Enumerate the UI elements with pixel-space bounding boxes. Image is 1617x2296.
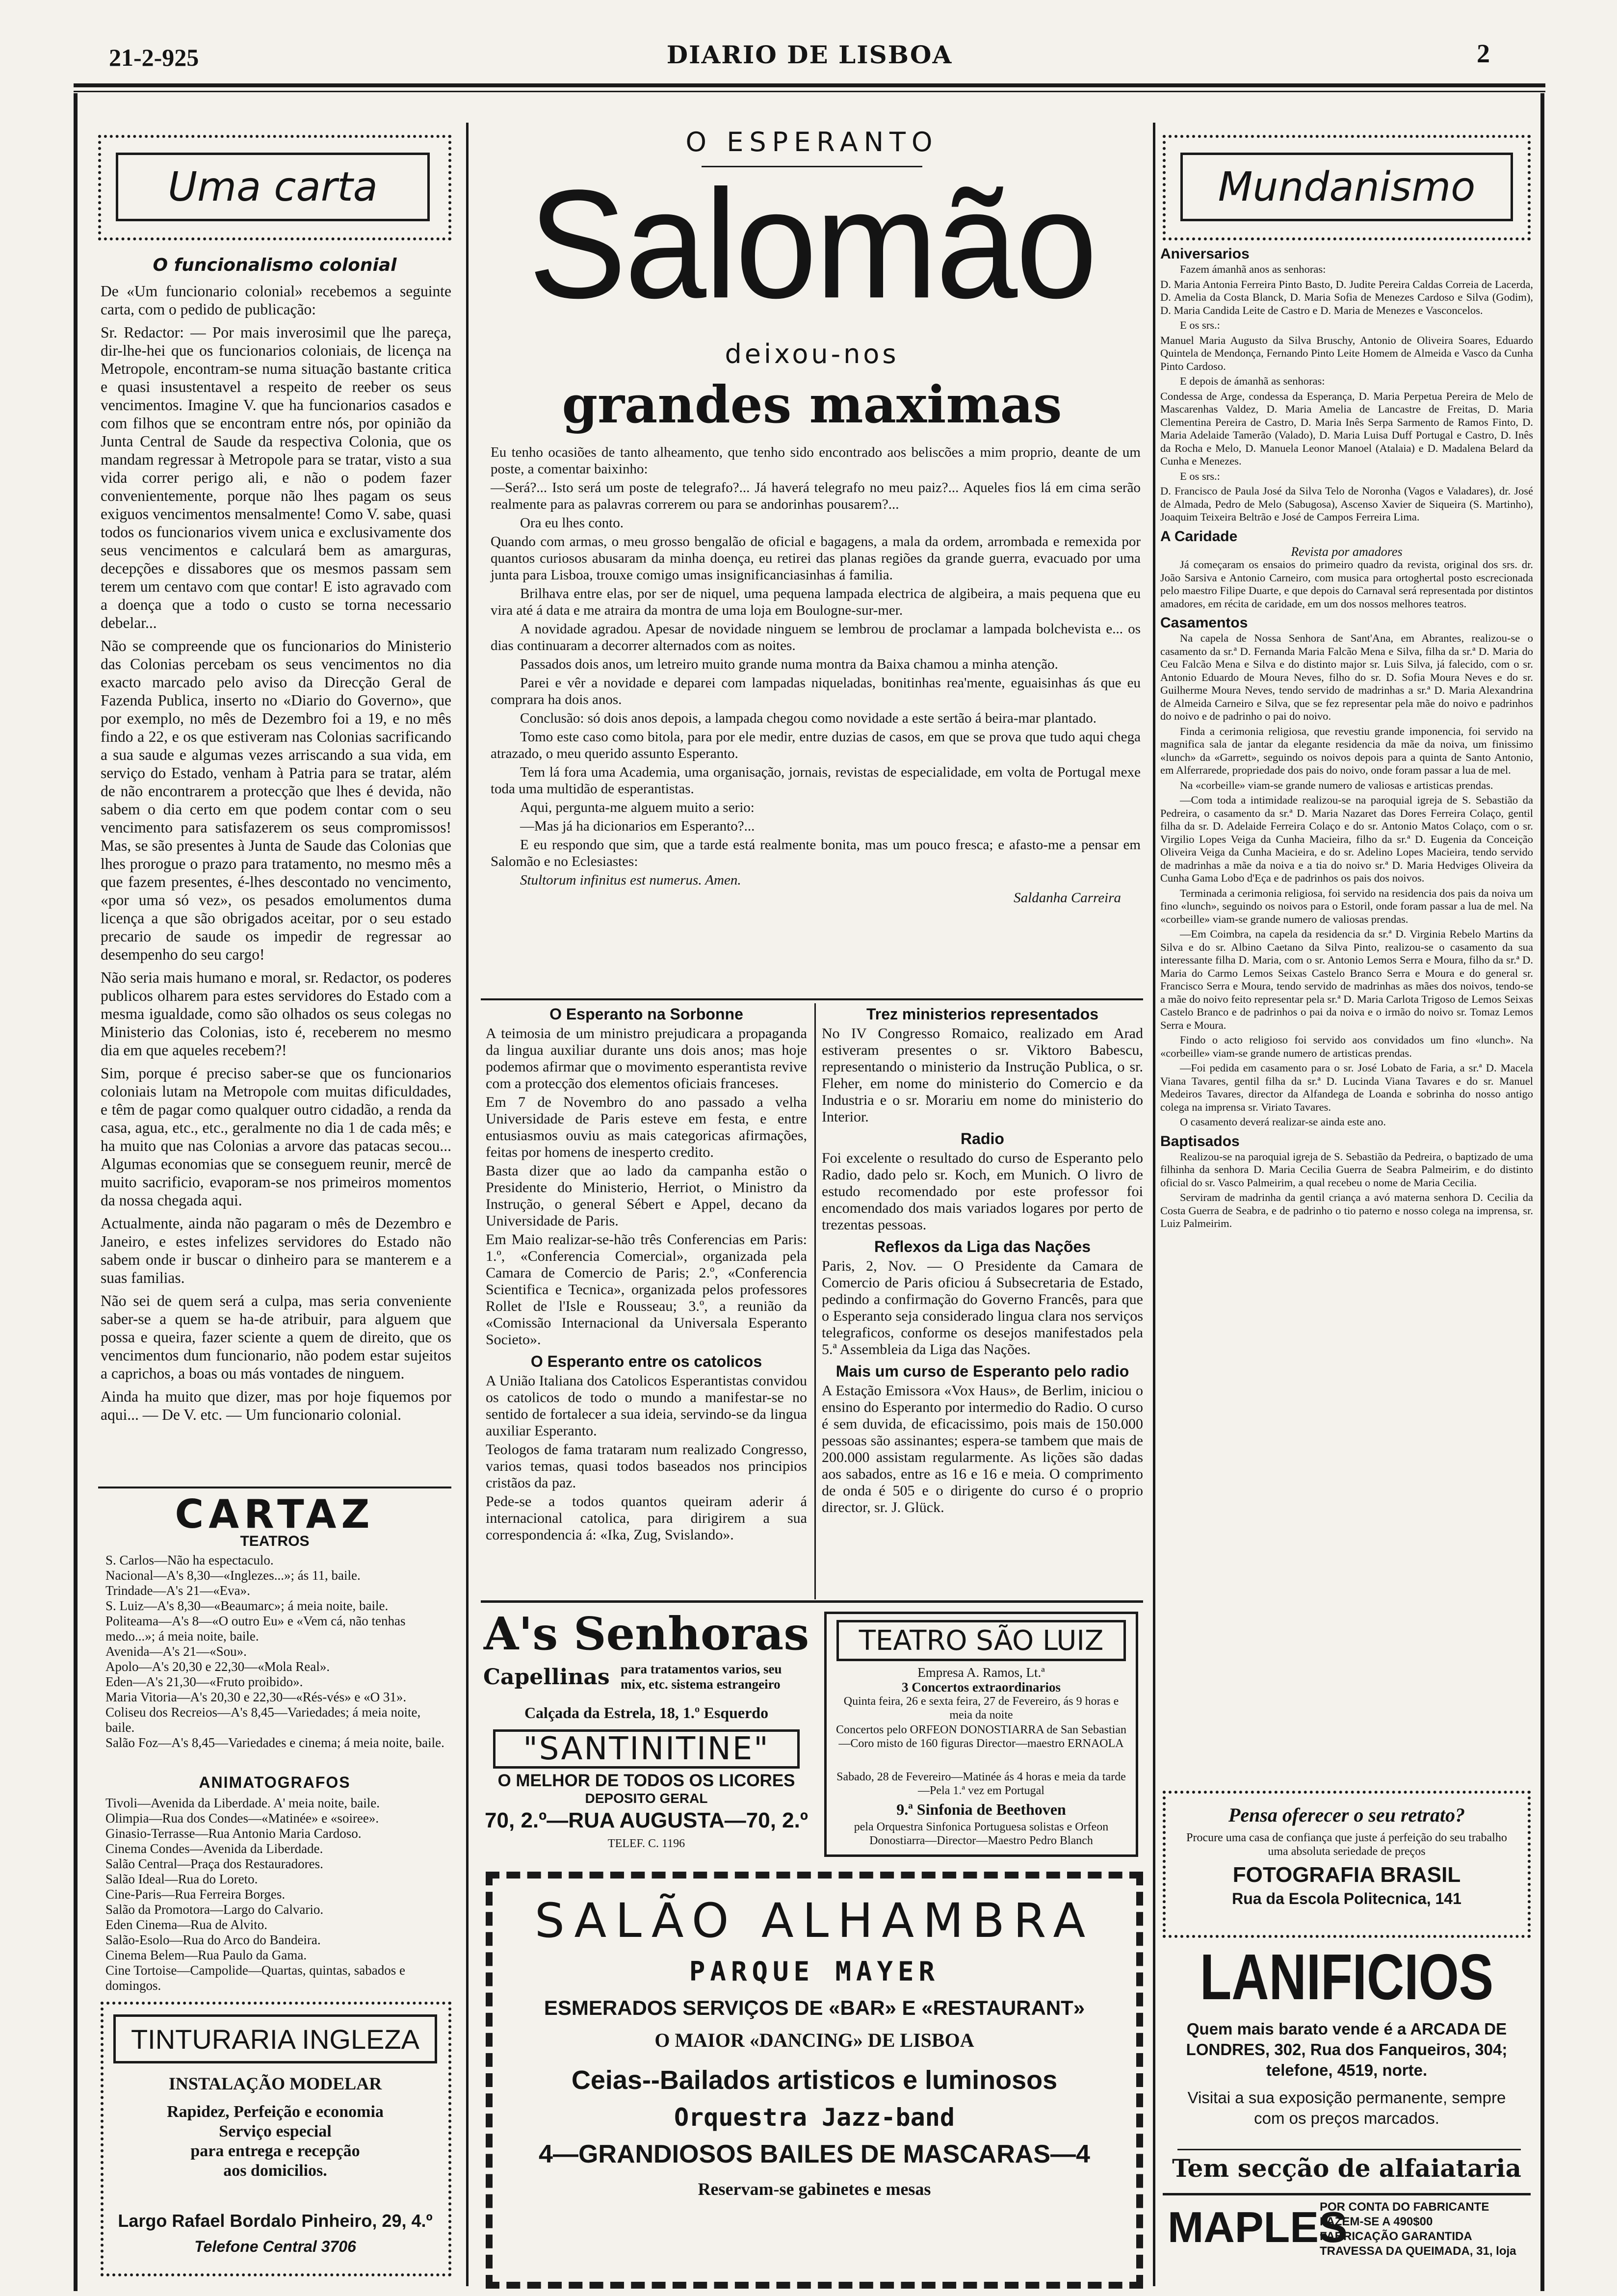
aniversarios-para: E os srs.: bbox=[1180, 319, 1220, 331]
page-number: 2 bbox=[1477, 39, 1490, 68]
fotografia-name: FOTOGRAFIA BRASIL bbox=[1232, 1863, 1461, 1887]
baptisados-para: Serviram de madrinha da gentil criança a avó materna senhora D. Cecilia da Costa Guerra de Seabra, e de padrinho o tio paterno e nosso colega na imprensa, sr. Luiz Palmeirim. bbox=[1160, 1191, 1533, 1229]
alhambra-line5: 4—GRANDIOSOS BAILES DE MASCARAS—4 bbox=[539, 2140, 1090, 2168]
radio-para: Foi excelente o resultado do curso de Esperanto pelo Radio, dado pelo sr. Koch, em Munich. O livro de estudo recomendado por este professor foi encomendado dos mais variados logares por perto de trezentas pessoas. bbox=[822, 1150, 1143, 1233]
baptisados-title: Baptisados bbox=[1160, 1133, 1240, 1149]
body-para: —Mas já ha dicionarios em Esperanto?... bbox=[520, 818, 755, 834]
teatros-heading: TEATROS bbox=[240, 1533, 310, 1549]
curso-title: Mais um curso de Esperanto pelo radio bbox=[835, 1362, 1129, 1380]
fotografia-address: Rua da Escola Politecnica, 141 bbox=[1232, 1890, 1461, 1907]
fotografia-text: Procure uma casa de confiança que juste á perfeição do seu trabalho uma absoluta seriedade de preços bbox=[1186, 1831, 1507, 1858]
tinturaria-line: para entrega e recepção bbox=[190, 2142, 360, 2160]
casamentos-para: —Em Coimbra, na capela da residencia da sr.ª D. Virginia Rebelo Martins da Silva e do sr. Albino Caetano da Silva Pinto, realizou-se o casamento da sua interessante filha D. Maria, com o sr. Antonio Lemos Serra e Moura, filho da sr.ª D. Maria do Carmo Lemos Seixas Castelo Branco Serra e Moura e do general sr. Francisco Serra e Moura, tendo servido de madrinhas as mães dos noivos, tendo-se a mãe do noivo feito representar pela sr.ª D. Maria Carlota Trigoso de Lemos Seixas Castelo Branco e de padrinhos o pai da noiva e o irmão do noivo sr. Tomaz Lemos Serra e Moura. bbox=[1160, 928, 1533, 1031]
senhoras-text: para tratamentos varios, seu mix, etc. sistema estrangeiro bbox=[621, 1662, 782, 1692]
teatro-concertos: 3 Concertos extraordinarios bbox=[902, 1680, 1061, 1695]
letter-para: Não sei de quem será a culpa, mas seria conveniente saber-se a quem se ha-de atribuir, para alguem que possa e queira, fazer sciente a quem de direito, que os vencimentos dum funcionario, não podem estar sujeitos a caprichos, a boas ou más vontades de ninguem. bbox=[101, 1292, 451, 1382]
mundanismo-title: Mundanismo bbox=[1218, 163, 1476, 210]
uma-carta-inner bbox=[116, 153, 430, 221]
tinturaria-line: Rapidez, Perfeição e economia bbox=[167, 2103, 384, 2121]
left-subtitle: O funcionalismo colonial bbox=[153, 255, 397, 275]
tinturaria-ad bbox=[101, 2002, 451, 2276]
alhambra-line6: Reservam-se gabinetes e mesas bbox=[698, 2179, 931, 2199]
kicker: O ESPERANTO bbox=[685, 127, 939, 157]
teatro-title: TEATRO SÃO LUIZ bbox=[859, 1624, 1104, 1657]
casamentos-para: O casamento deverá realizar-se ainda este ano. bbox=[1180, 1116, 1386, 1128]
latin-quote: Stultorum infinitus est numerus. Amen. bbox=[520, 872, 741, 888]
caridade-title: A Caridade bbox=[1160, 528, 1238, 545]
signature: Saldanha Carreira bbox=[1014, 890, 1121, 906]
sorbonne-para: Basta dizer que ao lado da campanha estão o Presidente do Ministerio, Herriot, o Ministro da Instrução, o general Sébert e Appel, decano da Universidade de Paris. bbox=[486, 1163, 807, 1229]
list-item: Olimpia—Rua dos Condes—«Matinée» e «soiree». bbox=[105, 1811, 379, 1826]
aniversarios-para: E depois de ámanhã as senhoras: bbox=[1180, 375, 1325, 387]
body-para: Tomo este caso como bitola, para por ele medir, entre duzias de casos, em que se prova que tudo aqui chega atrazado, o meu querido assunto Esperanto. bbox=[491, 729, 1141, 761]
senhoras-ad bbox=[483, 1607, 809, 1793]
radio-title: Radio bbox=[961, 1130, 1004, 1148]
center-right-column bbox=[822, 1006, 1143, 1599]
maples-line1: POR CONTA DO FABRICANTE bbox=[1320, 2200, 1489, 2214]
mundanismo-inner bbox=[1180, 153, 1513, 221]
alhambra-line1: ESMERADOS SERVIÇOS DE «BAR» E «RESTAURANT» bbox=[544, 1996, 1085, 2019]
santinitine-line2: DEPOSITO GERAL bbox=[585, 1791, 708, 1806]
tinturaria-line: Serviço especial bbox=[219, 2122, 332, 2140]
catolicos-para: A União Italiana dos Catolicos Esperantistas convidou os catolicos de todo o mundo a manifestar-se no sentido de fortalecer a sua ideia, servindo-se da lingua auxiliar Esperanto. bbox=[486, 1373, 807, 1439]
body-para: Aqui, pergunta-me alguem muito a serio: bbox=[520, 800, 755, 815]
aniversarios-para: E os srs.: bbox=[1180, 470, 1220, 482]
center-left-column bbox=[486, 1006, 807, 1599]
santinitine-name: "SANTINITINE" bbox=[523, 1731, 770, 1767]
tinturaria-name-box bbox=[113, 2014, 437, 2063]
letter-body bbox=[101, 282, 451, 1484]
list-item: S. Luiz—A's 8,30—«Beaumarc»; á meia noite, baile. bbox=[105, 1598, 389, 1613]
body-para: —Será?... Isto será um poste de telegrafo?... Já haverá telegrafo no meu paiz?... Aqueles fios lá em cima serão realmente para as palavras correrem ou para se andorinhas pousarem?... bbox=[491, 480, 1141, 512]
fotografia-headline: Pensa oferecer o seu retrato? bbox=[1228, 1804, 1465, 1826]
mundanismo-body bbox=[1160, 245, 1533, 1786]
body-para: Parei e vêr a novidade e deparei com lampadas niqueladas, bonitinhas rea'mente, eguaisinhas ás que eu comprara ha dois anos. bbox=[491, 675, 1141, 707]
sorbonne-para: A teimosia de um ministro prejudicara a propaganda da lingua auxiliar durante uns dois anos; mas hoje podemos afirmar que o movimento esperantista revive com a protecção dos elementos oficiais franceses. bbox=[486, 1025, 807, 1092]
esperanto-body bbox=[491, 444, 1141, 993]
fotografia-ad bbox=[1163, 1791, 1531, 1938]
santinitine-box bbox=[493, 1729, 800, 1769]
list-item: Eden—A's 21,30—«Fruto proibido». bbox=[105, 1674, 303, 1689]
column-rule-1 bbox=[466, 123, 469, 2286]
aniversarios-para: Condessa de Arge, condessa da Esperança, D. Maria Perpetua Pereira de Melo de Mascarenhas Valdez, D. Maria Amelia de Lancastre de Freitas, D. Maria Clementina Pereira de Castro, D. Maria Inês Serpa Sarmento de Ramos Finto, D. Maria Adelaide Tamerão (Valado), D. Maria Luisa Duff Portugal e Castro, D. Inês da Rocha e Melo, D. Manuela Leonor Manoel (Atalaia) e D. Madalena Belard da Cunha e Menezes. bbox=[1160, 390, 1533, 467]
reflexos-para: Paris, 2, Nov. — O Presidente da Camara de Comercio de Paris oficiou á Subsecretaria de Estado, pedindo a confirmação do Governo Francês, para que o Esperanto seja considerado lingua clara nos serviços telegraficos, conforme os desejos manifestados pela 5.ª Assembleia da Liga das Nações. bbox=[822, 1258, 1143, 1357]
list-item: Politeama—A's 8—«O outro Eu» e «Vem cá, não tenhas medo...»; á meia noite, baile. bbox=[105, 1614, 406, 1644]
alfaiataria-rule bbox=[1177, 2149, 1521, 2150]
tinturaria-line: aos domicilios. bbox=[223, 2162, 327, 2180]
list-item: Salão Ideal—Rua do Loreto. bbox=[105, 1872, 258, 1886]
letter-para: Não se compreende que os funcionarios do Ministerio das Colonias percebam os seus vencimentos no dia exacto marcado pelo aviso da Direcção Geral de Fazenda Publica, inserto no «Diario do Governo», que por exemplo, no mês de Dezembro foi a 19, e no mês findo a 22, e os que estiveram nas Colonias sacrificando a sua saude e algumas vezes arriscando a sua vida, em serviço do Estado, venham à Patria para se tratar, além de não encontrarem a protecção que lhes é devida, não sabem o dia certo em que podem contar com o seu vencimento para satisfazerem os seus compromissos! Mas, se são presentes à Junta de Saude das Colonias que lhes prorogue o prazo para tratamento, no mesmo mês a que fazem presentes, é-lhes descontado no vencimento, «por uma só vez», os pesados emolumentos duma licença a que são obrigados aceitar, por o seu estado precario de saude os impedir de regressar ao desempenho do seu cargo! bbox=[101, 637, 451, 963]
letter-para: Actualmente, ainda não pagaram o mês de Dezembro e Janeiro, e estes infelizes servidores do Estado não sabem onde ir buscar o dinheiro para se manterem e a suas familias. bbox=[101, 1215, 451, 1286]
list-item: Apolo—A's 20,30 e 22,30—«Mola Real». bbox=[105, 1659, 330, 1674]
list-item: Salão-Esolo—Rua do Arco do Bandeira. bbox=[105, 1932, 321, 1947]
alhambra-title: SALÃO ALHAMBRA bbox=[534, 1893, 1095, 1948]
animatografos-list bbox=[105, 1796, 451, 1992]
casamentos-para: Finda a cerimonia religiosa, que revestiu grande imponencia, foi servido na magnifica sala de jantar da elegante residencia da mãe da noiva, um finissimo «lunch» da «Garrett», seguindo os noivos depois para a quinta de Santo Antonio, em Alferrarede, propriedade dos pais do noivo, onde foram passar a lua de mel. bbox=[1160, 725, 1533, 776]
body-para: Eu tenho ocasiões de tanto alheamento, que tenho sido encontrado aos beliscões a mim proprio, deante de um poste, a comentar baixinho: bbox=[491, 444, 1141, 477]
list-item: Cine-Paris—Rua Ferreira Borges. bbox=[105, 1887, 286, 1902]
maples-line3: FABRICAÇÃO GARANTIDA bbox=[1320, 2230, 1472, 2243]
lanificios-alfaiataria: Tem secção de alfaiataria bbox=[1172, 2154, 1521, 2183]
list-item: Trindade—A's 21—«Eva». bbox=[105, 1583, 250, 1598]
body-para: E eu respondo que sim, que a tarde está realmente bonita, mas um pouco fresca; e afasto-me a pensar em Salomão e no Eclesiastes: bbox=[491, 837, 1141, 869]
baptisados-para: Realizou-se na paroquial igreja de S. Sebastião da Pedreira, o baptizado de uma filhinha da senhora D. Maria Cecilia Guerra de Seabra Palmeirim, e do distinto oficial do sr. Vasco Palmeirim, a qual recebeu o nome de Maria Cecilia. bbox=[1160, 1150, 1533, 1189]
teatro-text3: Sabado, 28 de Fevereiro—Matinée ás 4 horas e meia da tarde—Pela 1.ª vez em Portugal bbox=[836, 1771, 1126, 1797]
list-item: Cinema Belem—Rua Paulo da Gama. bbox=[105, 1948, 307, 1962]
alhambra-line4: Orquestra Jazz-band bbox=[674, 2103, 955, 2132]
reflexos-title: Reflexos da Liga das Nações bbox=[874, 1238, 1091, 1255]
letter-para: Sr. Redactor: — Por mais inverosimil que lhe pareça, dir-lhe-hei que os funcionarios coloniais, de licença na Metropole, encontram-se numa situação bastante critica e quasi insustentavel a respeito de reeber os seus vencimentos. Imagine V. que ha funcionarios casados e com filhos que se encontram entre nós, por opinião da Junta Central de Saude da respectiva Colonia, que os mandam regressar à Metropole para se tratar, visto a sua vida correr perigo ali, e não o podem fazer convenientemente, porque não lhes pagam os seus exiguos vencimentos mensalmente! Como V. sabe, quasi todos os funcionarios vivem unica e exclusivamente dos seus vencimentos e calculará bem as amarguras, decepções e dissabores que os mesmos passam sem terem um centavo com que contar! E isto agravado com a doença que a todo o custo se torna necessario debelar... bbox=[101, 324, 451, 631]
teatro-text2: Concertos pelo ORFEON DONOSTIARRA de San Sebastian—Coro misto de 160 figuras Director—maestro ERNAOLA bbox=[836, 1723, 1126, 1750]
senhoras-title: A's Senhoras bbox=[483, 1607, 809, 1660]
sorbonne-para: Em 7 de Novembro do ano passado a velha Universidade de Paris esteve em festa, e entre entusiasmos ouviu as mais categoricas afirmações, feitas por homens de inesperto credito. bbox=[486, 1094, 807, 1160]
lanificios-text2: Visitai a sua exposição permanente, sempre com os preços marcados. bbox=[1187, 2088, 1506, 2127]
lanificios-title: LANIFICIOS bbox=[1200, 1941, 1494, 2013]
maples-name: MAPLES bbox=[1168, 2203, 1348, 2251]
lanificios-text1: Quem mais barato vende é a ARCADA DE LONDRES, 302, Rua dos Fanqueiros, 304; telefone, 4519, norte. bbox=[1186, 2020, 1508, 2079]
body-para: Brilhava entre elas, por ser de niquel, uma pequena lampada electrica de algibeira, a mais pequena que eu vira até á data e me atraira da montra de uma loja em Boulogne-sur-mer. bbox=[491, 586, 1141, 618]
aniversarios-para: Manuel Maria Augusto da Silva Bruschy, Antonio de Oliveira Soares, Eduardo Quintela de Mendonça, Fernando Pinto Leite Homem de Almeida e Vasco da Cunha Pinto Cardoso. bbox=[1160, 334, 1533, 372]
alhambra-sub: PARQUE MAYER bbox=[689, 1956, 940, 1987]
aniversarios-para: Fazem ámanhã anos as senhoras: bbox=[1180, 263, 1326, 275]
header-rule-thin bbox=[74, 91, 1545, 92]
catolicos-para: Teologos de fama trataram num realizado Congresso, varios temas, quasi todos baseados nos principios cristãos da paz. bbox=[486, 1441, 807, 1491]
uma-carta-title: Uma carta bbox=[168, 163, 378, 210]
headline: Salomão bbox=[528, 157, 1096, 331]
senhoras-capa: Capellinas bbox=[483, 1665, 610, 1690]
catolicos-title: O Esperanto entre os catolicos bbox=[530, 1353, 762, 1370]
santinitine-phone: TELEF. C. 1196 bbox=[607, 1837, 685, 1850]
uma-carta-box bbox=[98, 135, 451, 240]
list-item: Eden Cinema—Rua de Alvito. bbox=[105, 1917, 267, 1932]
casamentos-para: —Foi pedida em casamento para o sr. José Lobato de Faria, a sr.ª D. Macela Viana Tavares, gentil filha da sr.ª D. Lucinda Viana Tavares e do sr. Manuel Medeiros Tavares, director da Alfandega de Loanda e sobrinha do nosso antigo colega na imprensa sr. Viriato Tavares. bbox=[1160, 1062, 1533, 1113]
alhambra-line2: O MAIOR «DANCING» DE LISBOA bbox=[654, 2029, 974, 2051]
cartaz-title: CARTAZ bbox=[175, 1491, 375, 1537]
sorbonne-para: Em Maio realizar-se-hão três Conferencias em Paris: 1.º, «Conferencia Comercial», organizada pela Camara de Comercio de Paris; 2.º, «Conferencia Scientifica e Tecnica», organizada pelos professores Rollet de l'Isle e Rousseau; 3.º, a reunião da «Comissão Internacional da Universala Esperanto Societo». bbox=[486, 1231, 807, 1348]
casamentos-para: Na «corbeille» viam-se grande numero de valiosas e artisticas prendas. bbox=[1180, 779, 1493, 791]
list-item: Avenida—A's 21—«Sou». bbox=[105, 1644, 247, 1659]
subheadline: deixou-nos bbox=[725, 339, 899, 369]
list-item: Cine Tortoise—Campolide—Quartas, quintas, sabados e domingos. bbox=[105, 1963, 406, 1993]
body-para: A novidade agradou. Apesar de novidade ninguem se lembrou de proclamar a lampada bolchevista e... os dias continuaram a decorrer alternados com as noites. bbox=[491, 621, 1141, 653]
caridade-para: Já começaram os ensaios do primeiro quadro da revista, original dos srs. dr. João Sarsiva e Antonio Carneiro, com musica para ortoghertal posto escrecionada pelo maestro Filipe Duarte, e que depois do Carnaval será representada por distintos amadores, em récita de caridade, em um dos nossos melhores teatros. bbox=[1160, 558, 1533, 610]
maples-line2: FAZEM-SE A 490$00 bbox=[1320, 2215, 1433, 2228]
ministerios-para: No IV Congresso Romaico, realizado em Arad estiveram presentes o sr. Viktoro Babescu, representando o ministerio da Instrução Publica, o sr. Fleher, em nome do ministerio do Comercio e da Industria e o sr. Morariu em nome do ministerio do Interior. bbox=[822, 1025, 1143, 1125]
teatro-text4: pela Orquestra Sinfonica Portuguesa solistas e Orfeon Donostiarra—Director—Maestro Pedro Blanch bbox=[854, 1821, 1109, 1847]
santinitine-ad bbox=[483, 1771, 809, 1864]
lanificios-ad bbox=[1163, 1940, 1531, 2161]
teatro-title-box bbox=[836, 1620, 1126, 1661]
list-item: Nacional—A's 8,30—«Inglezes...»; ás 11, baile. bbox=[105, 1568, 361, 1583]
cartaz-rule bbox=[98, 1487, 451, 1488]
list-item: Salão Foz—A's 8,45—Variedades e cinema; á meia noite, baile. bbox=[105, 1735, 444, 1750]
curso-para: A Estação Emissora «Vox Haus», de Berlim, iniciou o ensino do Esperanto por intermedio do Radio. O curso é sem duvida, de eficacissimo, pois mais de 150.000 pessoas são assinantes; espera-se tambem que mais de 200.000 assistam regularmente. As lições são dadas aos sabados, entre as 16 e 16 e meia. O comprimento de onda é 505 e o dirigente do curso é o proprio director, sr. J. Glück. bbox=[822, 1383, 1143, 1515]
body-para: Quando com armas, o meu grosso bengalão de oficial e bagagens, a mala da ordem, arrombada e remexida por quantos curiosos abusaram da minha doença, eu retirei das planas regiões da grande guerra, evacuado por uma junta para Lisboa, trouxe comigo umas insignificanciasinhas á familia. bbox=[491, 534, 1141, 583]
teatro-text1: Quinta feira, 26 e sexta feira, 27 de Fevereiro, ás 9 horas e meia da noite bbox=[843, 1695, 1119, 1722]
santinitine-line1: O MELHOR DE TODOS OS LICORES bbox=[497, 1771, 795, 1790]
letter-para: Não seria mais humano e moral, sr. Redactor, os poderes publicos olharem para estes servidores do Estado com a mesma igualdade, como são olhados os seus colegas no Ministerio das Colonias, isto é, receberem no mesmo dia em que aqueles recebem?! bbox=[101, 969, 451, 1059]
casamentos-para: Findo o acto religioso foi servido aos convidados um fino «lunch». Na «corbeille» viam-se grande numero de artisticas prendas. bbox=[1160, 1034, 1533, 1059]
column-rule-2 bbox=[1153, 123, 1155, 2286]
mundanismo-box bbox=[1163, 135, 1531, 240]
teatro-sinfonia: 9.ª Sinfonia de Beethoven bbox=[896, 1800, 1066, 1818]
frame-right bbox=[1540, 93, 1544, 2291]
frame-left bbox=[74, 93, 78, 2291]
tinturaria-tagline: INSTALAÇÃO MODELAR bbox=[168, 2074, 382, 2093]
aniversarios-para: D. Maria Antonia Ferreira Pinto Basto, D. Judite Pereira Caldas Correia de Lacerda, D. Amelia da Costa Blanck, D. Maria Sofia de Menezes Cardoso e Silva (Godim), D. Maria Candida Leite de Castro e D. Maria de Menezes e Vasconcelos. bbox=[1160, 278, 1533, 316]
center-subcolumn-rule bbox=[814, 1003, 816, 1599]
list-item: Salão Central—Praça dos Restauradores. bbox=[105, 1856, 323, 1871]
page-date: 21-2-925 bbox=[109, 44, 199, 71]
senhoras-address: Calçada da Estrela, 18, 1.º Esquerdo bbox=[524, 1704, 769, 1722]
teatros-list bbox=[105, 1553, 451, 1774]
casamentos-para: —Com toda a intimidade realizou-se na paroquial igreja de S. Sebastião da Pedreira, o casamento da sr.ª D. Maria Nazaret das Dores Ferreira Colaço, gentil filha da sr. D. Adelaide Ferreira Colaço e do sr. Antonio Matos Colaço, com o sr. Virgilio Lopes Veiga da Cunha Macieira, filho da sr.ª D. Eugenia da Conceição Oliveira Veiga da Cunha Macieira, e do sr. Adelino Lopes Macieira, tendo servido de madrinhas a mãe da noiva e a tia do noivo sr.ª D. Maria Hedviges Oliveira da Cunha Gama Lobo d'Eça e de padrinhos os pais dos noivos. bbox=[1160, 794, 1533, 884]
alhambra-ad bbox=[486, 1872, 1143, 2289]
aniversarios-para: D. Francisco de Paula José da Silva Telo de Noronha (Vagos e Valadares), dr. José de Almada, Pedro de Melo (Sabugosa), Ascenso Xavier de Siqueira (S. Martinho), Joaquim Teixeira Beltrão e José de Campos Ferreira Lima. bbox=[1160, 485, 1533, 523]
tinturaria-phone: Telefone Central 3706 bbox=[194, 2238, 356, 2255]
list-item: Maria Vitoria—A's 20,30 e 22,30—«Rés-vés» e «O 31». bbox=[105, 1690, 407, 1704]
teatro-empresa: Empresa A. Ramos, Lt.ª bbox=[917, 1665, 1045, 1680]
letter-para: Ainda ha muito que dizer, mas por hoje fiquemos por aqui... — De V. etc. — Um funcionario colonial. bbox=[101, 1388, 451, 1423]
center-divider bbox=[481, 998, 1143, 1000]
ministerios-title: Trez ministerios representados bbox=[866, 1005, 1099, 1023]
body-para: Conclusão: só dois anos depois, a lampada chegou como novidade a este sertão á beira-mar plantado. bbox=[520, 710, 1096, 726]
list-item: Ginasio-Terrasse—Rua Antonio Maria Cardoso. bbox=[105, 1826, 362, 1841]
maples-line4: TRAVESSA DA QUEIMADA, 31, loja bbox=[1320, 2244, 1516, 2258]
animatografos-heading: ANIMATOGRAFOS bbox=[199, 1774, 351, 1791]
list-item: Tivoli—Avenida da Liberdade. A' meia noite, baile. bbox=[105, 1796, 380, 1810]
santinitine-line3: 70, 2.º—RUA AUGUSTA—70, 2.º bbox=[485, 1808, 808, 1832]
catolicos-para: Pede-se a todos quantos queiram aderir á internacional catolica, para dirigirem a sua correspondencia á: «Ika, Zug, Svislando». bbox=[486, 1493, 807, 1543]
list-item: Salão da Promotora—Largo do Calvario. bbox=[105, 1902, 324, 1917]
casamentos-title: Casamentos bbox=[1160, 615, 1248, 631]
alhambra-line3: Ceias--Bailados artisticos e luminosos bbox=[571, 2065, 1058, 2095]
letter-para: Sim, porque é preciso saber-se que os funcionarios coloniais lutam na Metropole com muitas dificuldades, e têm de pagar como qualquer outro cidadão, a renda da casa, agua, etc., etc., geralmente no dia 1 de cada mês; e ha muito que nas Colonias a arvore das patacas secou... Algumas economias que se conseguem reunir, mercê de muito sacrificio, evaporam-se nos primeiros momentos da nossa chegada aqui. bbox=[101, 1065, 451, 1209]
list-item: Coliseu dos Recreios—A's 8,45—Variedades; á meia noite, baile. bbox=[105, 1705, 421, 1735]
header-rule bbox=[74, 83, 1545, 87]
caridade-sub: Revista por amadores bbox=[1291, 544, 1403, 559]
ads-divider bbox=[481, 1600, 1143, 1603]
tinturaria-name: TINTURARIA INGLEZA bbox=[130, 2023, 420, 2055]
list-item: Cinema Condes—Avenida da Liberdade. bbox=[105, 1841, 323, 1856]
casamentos-para: Terminada a cerimonia religiosa, foi servido na residencia dos pais da noiva um fino «lunch», seguindo os noivos para o Estoril, onde foram passar a lua de mel. Na «corbeille» viam-se grande numero de valiosas prendas. bbox=[1160, 887, 1533, 925]
letter-para: De «Um funcionario colonial» recebemos a seguinte carta, com o pedido de publicação: bbox=[101, 283, 451, 318]
sorbonne-title: O Esperanto na Sorbonne bbox=[549, 1005, 743, 1023]
body-para: Passados dois anos, um letreiro muito grande numa montra da Baixa chamou a minha atenção. bbox=[520, 656, 1058, 672]
body-para: Tem lá fora uma Academia, uma organisação, jornais, revistas de especialidade, em volta de Portugal mexe toda uma multidão de esperantistas. bbox=[491, 764, 1141, 797]
tinturaria-address: Largo Rafael Bordalo Pinheiro, 29, 4.º bbox=[118, 2211, 433, 2231]
list-item: S. Carlos—Não ha espectaculo. bbox=[105, 1553, 274, 1567]
headline2: grandes maximas bbox=[562, 374, 1062, 435]
maples-ad bbox=[1163, 2193, 1531, 2262]
body-para: Ora eu lhes conto. bbox=[520, 515, 624, 531]
aniversarios-title: Aniversarios bbox=[1160, 246, 1250, 262]
teatro-ad bbox=[824, 1612, 1138, 1857]
masthead: DIARIO DE LISBOA bbox=[666, 40, 953, 69]
casamentos-para: Na capela de Nossa Senhora de Sant'Ana, em Abrantes, realizou-se o casamento da sr.ª D. Fernanda Maria Falcão Mena e Silva, filha da sr.ª D. Maria do Ceu Falcão Mena e Silva e do distinto major sr. Luis Silva, já falecido, com o sr. Antonio Eduardo de Moura Neves, filho do sr. D. Sofia Moura Neves e do sr. Guilherme Moura Neves, tendo servido de madrinhas a sr.ª D. Maria Alexandrina de Almeida Carneiro e Silva, que se fez representar pela mãe do noivo e padrinhos do noivo e de padrinho o pai do noivo. bbox=[1160, 632, 1533, 722]
